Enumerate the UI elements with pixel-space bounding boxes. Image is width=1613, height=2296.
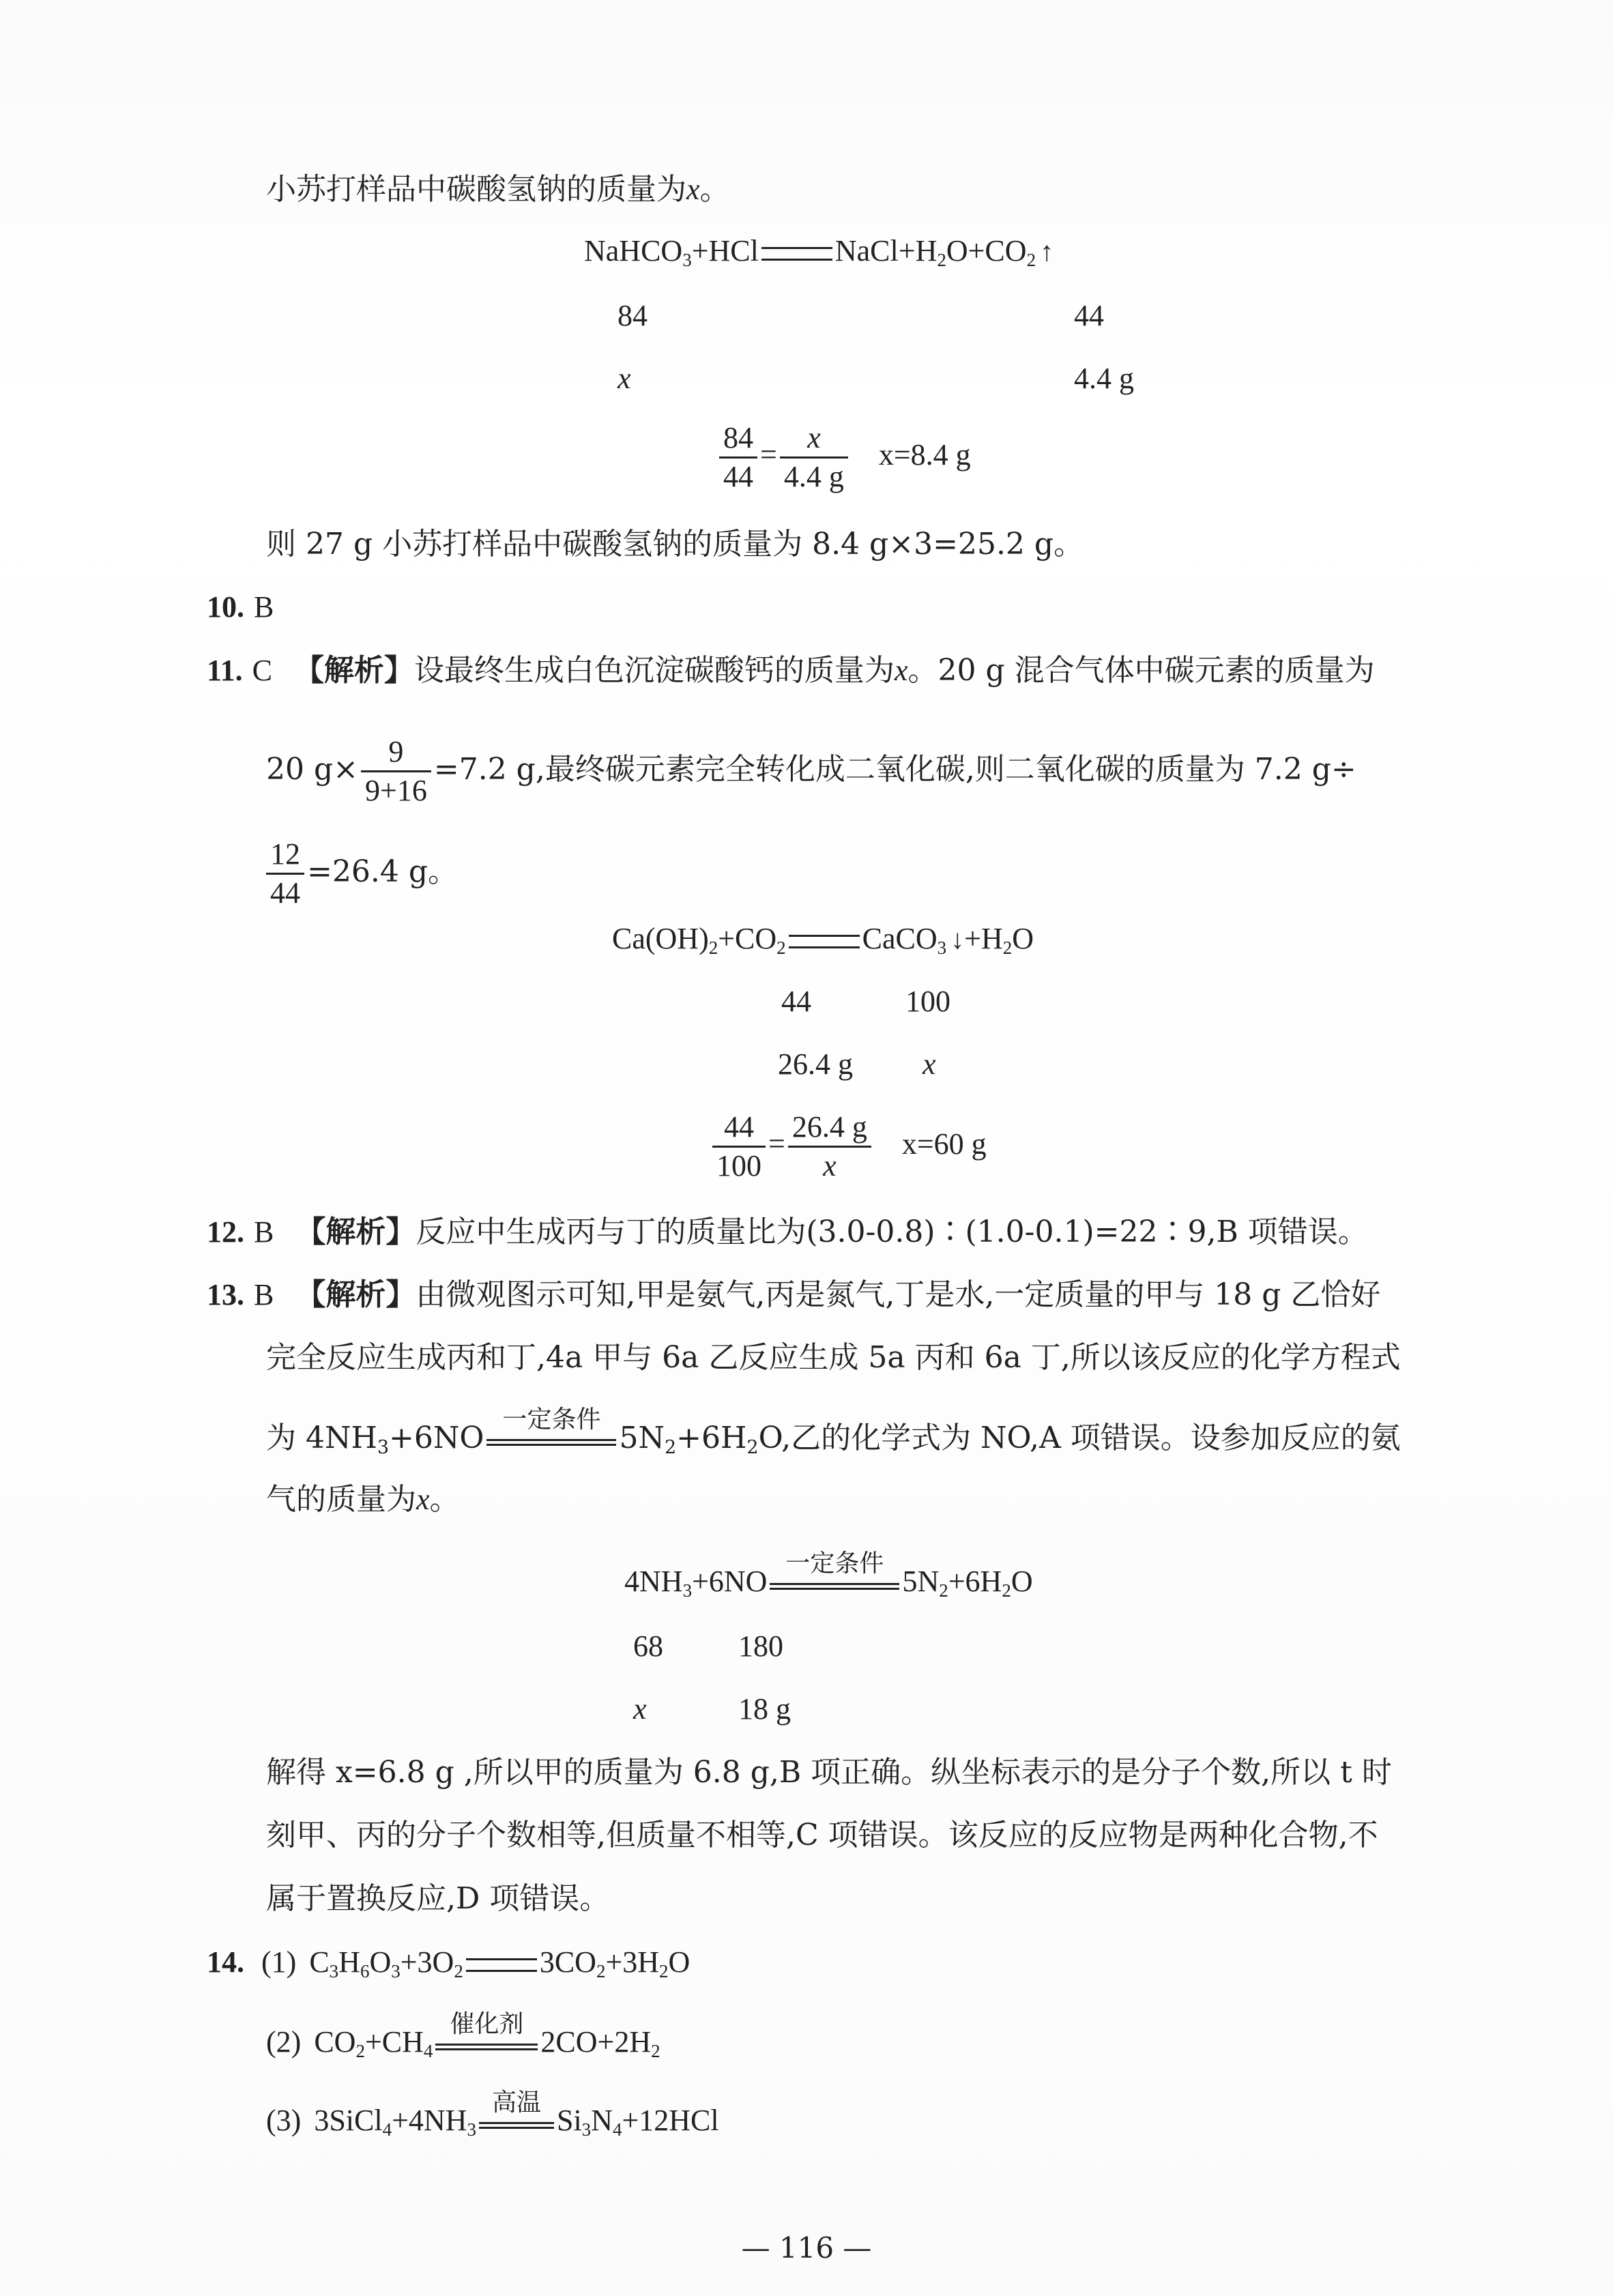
equals-sign-double <box>789 935 860 948</box>
reaction-condition: 一定条件 <box>486 1421 616 1459</box>
text-line: 刻甲、丙的分子个数相等,但质量不相等,C 项错误。该反应的反应物是两种化合物,不 <box>266 1818 1378 1852</box>
given-mass: 4.4 g <box>1074 362 1134 395</box>
reaction-condition: 一定条件 <box>770 1565 899 1603</box>
given-mass: 18 g <box>738 1692 791 1726</box>
text-line: 属于置换反应,D 项错误。 <box>266 1881 610 1916</box>
molar-mass: 180 <box>738 1629 783 1663</box>
text-line: 气的质量为x。 <box>266 1482 460 1517</box>
molar-mass: 100 <box>905 985 950 1018</box>
molar-mass: 68 <box>633 1629 663 1663</box>
text-line: 20 g× $\frac{9}{9+16}$ =7.2 g,最终碳元素完全转化成二氧化碳,则二氧化碳的质量为 7.2 g÷ <box>266 735 1356 807</box>
variable: x <box>633 1692 647 1726</box>
chemical-equation: $4NH_3+6NO$ 一定条件 $5N_2+6H_2O$ <box>624 1563 1033 1603</box>
proportion: $\frac{84}{44}$ = $\frac{x}{4.4 g}$ x=8.4 g <box>716 420 971 495</box>
question-13: 13. B 【解析】由微观图示可知,甲是氨气,丙是氮气,丁是水,一定质量的甲与 18 g 乙恰好 <box>207 1277 1381 1312</box>
question-12: 12. B 【解析】反应中生成丙与丁的质量比为(3.0-0.8)∶(1.0-0.1)=22∶9,B 项错误。 <box>207 1215 1368 1249</box>
proportion: $\frac{44}{100}$ = $\frac{26.4 g}{x}$ x=60 g <box>710 1109 987 1185</box>
precipitate-arrow-icon: ↓ <box>950 924 965 955</box>
text-line: 为 $4NH_3+6NO$ 一定条件 $5N_2+6H_2O$,乙的化学式为 NO,A 项错误。设参加反应的氨 <box>266 1405 1401 1458</box>
equals-sign-double <box>761 247 832 261</box>
text-line: 完全反应生成丙和丁,4a 甲与 6a 乙反应生成 5a 丙和 6a 丁,所以该反应的化学方程式 <box>266 1340 1401 1375</box>
text-line: 解得 x=6.8 g ,所以甲的质量为 6.8 g,B 项正确。纵坐标表示的是分子个数,所以 t 时 <box>266 1755 1392 1790</box>
text-line: $\frac{12}{44}$ =26.4 g。 <box>266 836 458 912</box>
molar-mass: 44 <box>1074 299 1104 332</box>
question-14-part-2: (2) $CO_2+CH_4$ 催化剂 $2CO+2H_2$ <box>266 2023 660 2064</box>
equals-sign-double <box>466 1958 537 1972</box>
given-mass: 26.4 g <box>778 1047 853 1081</box>
question-11: 11. C 【解析】设最终生成白色沉淀碳酸钙的质量为x。20 g 混合气体中碳元素的质量为 <box>207 653 1375 688</box>
chemical-equation: NaHCO$_3$+HCl $NaCl+H_2O+CO_2$ ↑ <box>584 234 1054 270</box>
reaction-condition: 高温 <box>479 2104 554 2142</box>
question-10: 10. B <box>207 590 274 624</box>
question-14-part-1: 14. (1) $C_3H_6O_3+3O_2$ $3CO_2+3H_2O$ <box>207 1945 691 1981</box>
variable: x <box>922 1047 936 1081</box>
text-line: 小苏打样品中碳酸氢钠的质量为x。 <box>266 172 730 207</box>
gas-arrow-icon: ↑ <box>1040 236 1054 267</box>
reaction-condition: 催化剂 <box>435 2026 538 2064</box>
page-number: — 116 — <box>741 2231 872 2265</box>
molar-mass: 44 <box>781 985 811 1018</box>
question-14-part-3: (3) $3SiCl_4+4NH_3$ 高温 $Si_3N_4+12HCl$ <box>266 2102 719 2142</box>
variable: x <box>617 362 631 395</box>
text-line: 则 27 g 小苏打样品中碳酸氢钠的质量为 8.4 g×3=25.2 g。 <box>266 527 1084 562</box>
chemical-equation: $Ca(OH)_2+CO_2$ CaCO$_3$ $↓+H_2O$ <box>612 922 1034 958</box>
molar-mass: 84 <box>617 299 648 332</box>
